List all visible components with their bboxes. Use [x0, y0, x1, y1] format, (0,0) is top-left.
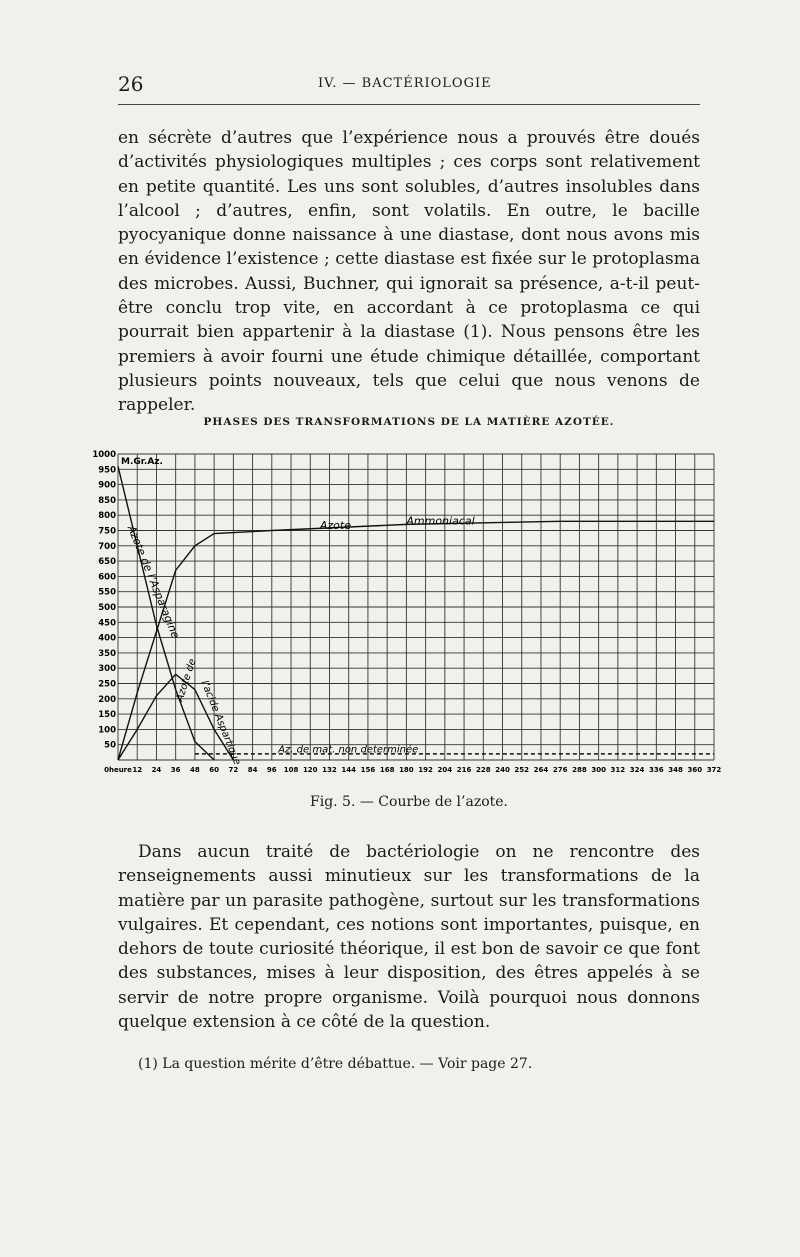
x-tick-label: 96 — [266, 766, 277, 774]
y-tick-label: 1000 — [92, 450, 116, 460]
y-tick-label: 500 — [98, 603, 116, 613]
x-tick-label: 120 — [302, 766, 318, 774]
x-tick-labels — [104, 766, 721, 774]
x-tick-label: 312 — [610, 766, 626, 774]
x-tick-label: 48 — [190, 766, 200, 774]
y-tick-label: 800 — [98, 511, 116, 522]
x-tick-label: 348 — [668, 766, 683, 774]
x-tick-label: 0heure — [104, 766, 132, 774]
x-tick-label: 252 — [514, 766, 530, 774]
y-tick-label: 250 — [98, 679, 116, 690]
label-aspartique-1: Azote de — [174, 657, 199, 703]
paragraph-1: en sécrète d’autres que l’expérience nous a prouvés être doués d’activités physiologiques multiples ; ces corps sont relativement en petite quantité. Les uns sont solubles, d’autres insolubles dans l’alcool ; d’autres, enfin, sont volatils. En outre, le bacille pyocyanique donne naissance à une diastase, dont nous avons mis en évidence l’existence ; cette diastase est fixée sur le protoplasma des microbes. Aussi, Buchner, qui ignorait sa présence, a-t-il peut-être conclu trop vite, en accordant à ce protoplasma ce qui pourrait bien appartenir à la diastase (1). Nous pensons être les premiers à avoir fourni une étude chimique détaillée, comportant plusieurs points nouveaux, tels que celui que nous venons de rappeler. — [118, 128, 700, 416]
x-tick-label: 36 — [170, 766, 181, 774]
x-tick-label: 360 — [687, 766, 703, 774]
x-tick-label: 108 — [283, 766, 299, 774]
x-tick-label: 288 — [572, 766, 587, 774]
x-tick-label: 336 — [649, 766, 664, 774]
x-tick-label: 216 — [456, 766, 472, 774]
x-tick-label: 180 — [399, 766, 414, 774]
label-azote: Azote — [319, 518, 351, 532]
y-tick-label: 150 — [98, 710, 116, 721]
y-tick-label: 300 — [98, 664, 116, 675]
nitrogen-chart — [92, 440, 722, 790]
label-aspartique-2: l’acide Aspartique — [198, 678, 243, 767]
x-tick-label: 24 — [151, 766, 162, 774]
label-non-determinee: Az. de mat. non determinée — [278, 744, 419, 756]
y-axis-label: M.Gr.Az. — [121, 457, 163, 467]
y-tick-label: 100 — [98, 725, 116, 736]
x-tick-label: 300 — [591, 766, 606, 774]
x-tick-label: 324 — [629, 766, 645, 774]
y-tick-label: 700 — [98, 541, 116, 552]
y-tick-label: 450 — [98, 618, 116, 629]
x-tick-label: 84 — [247, 766, 258, 774]
label-ammoniacal: Ammoniacal — [406, 514, 475, 528]
x-tick-label: 60 — [209, 766, 220, 774]
x-tick-label: 144 — [341, 766, 357, 774]
y-tick-label: 550 — [98, 587, 116, 598]
page-number: 26 — [118, 72, 144, 96]
x-tick-label: 72 — [228, 766, 239, 774]
x-tick-label: 12 — [132, 766, 143, 774]
curve-labels — [124, 514, 474, 766]
figure-chart — [92, 440, 722, 800]
x-tick-label: 228 — [475, 766, 491, 774]
x-tick-label: 192 — [418, 766, 433, 774]
page-header — [118, 72, 700, 98]
y-tick-label: 50 — [104, 740, 116, 751]
label-asparagine: Azote de l’Asparagine — [124, 523, 183, 641]
y-tick-label: 200 — [98, 694, 116, 705]
y-tick-label: 750 — [98, 526, 116, 537]
running-head: IV. — BACTÉRIOLOGIE — [318, 76, 492, 91]
y-tick-label: 950 — [98, 465, 116, 476]
y-tick-label: 900 — [98, 480, 116, 491]
y-tick-label: 850 — [98, 495, 116, 506]
y-tick-label: 650 — [98, 557, 116, 568]
x-tick-label: 156 — [360, 766, 376, 774]
y-tick-label: 600 — [98, 572, 116, 583]
series-lines — [118, 466, 714, 760]
y-tick-label: 400 — [98, 633, 116, 644]
y-tick-label: 350 — [98, 648, 116, 659]
figure-title: PHASES DES TRANSFORMATIONS DE LA MATIÈRE AZOTÉE. — [203, 416, 615, 428]
x-tick-label: 204 — [437, 766, 453, 774]
paragraph-2: Dans aucun traité de bactériologie on ne rencontre des renseignements aussi minutieux sur les transformations de la matière par un parasite pathogène, surtout sur les transformations vulgaires. Et cependant, ces notions sont importantes, puisque, en dehors de toute curiosité théorique, il est bon de savoir ce que font des substances, mises à leur disposition, des êtres appelés à se servir de notre propre organisme. Voilà pourquoi nous donnons quelque extension à ce côté de la question. — [118, 842, 700, 1033]
header-rule — [118, 104, 700, 105]
x-tick-label: 264 — [533, 766, 549, 774]
x-tick-label: 168 — [379, 766, 395, 774]
x-tick-label: 240 — [495, 766, 510, 774]
x-tick-label: 372 — [706, 766, 722, 774]
series-line — [118, 518, 714, 760]
footnote: (1) La question mérite d’être débattue. — Voir page 27. — [138, 1056, 533, 1072]
figure-caption: Fig. 5. — Courbe de l’azote. — [310, 794, 508, 810]
y-tick-labels — [92, 450, 163, 751]
x-tick-label: 132 — [322, 766, 337, 774]
x-tick-label: 276 — [552, 766, 568, 774]
